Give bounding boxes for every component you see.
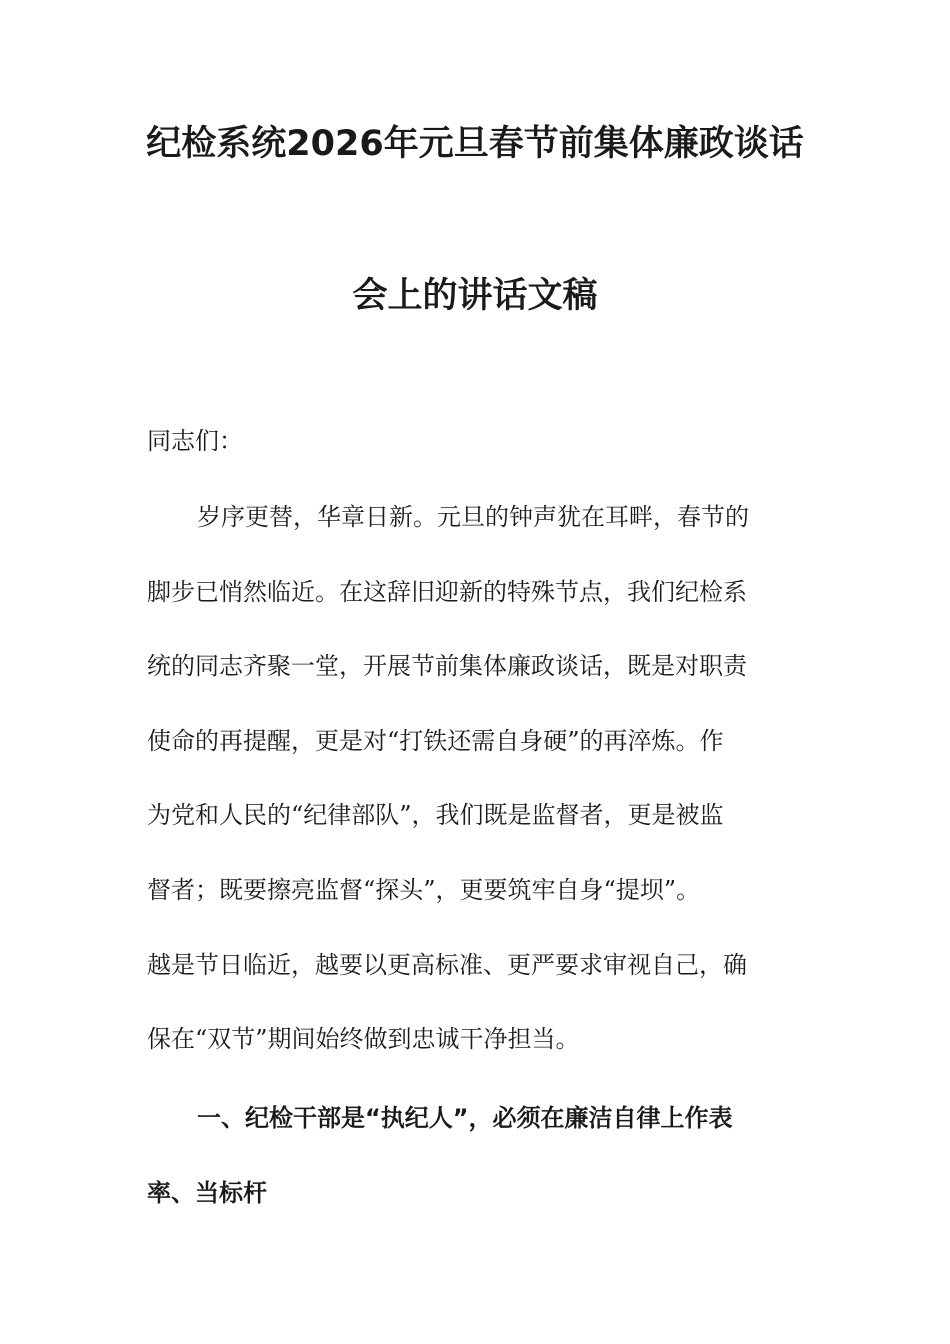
paragraph-1-line-6: 督者；既要擦亮监督“探头”，更要筑牢自身“提坝”。 <box>147 876 701 904</box>
paragraph-1-line-3: 统的同志齐聚一堂，开展节前集体廉政谈话，既是对职责 <box>147 652 747 680</box>
paragraph-1-line-8: 保在“双节”期间始终做到忠诚干净担当。 <box>147 1025 580 1053</box>
paragraph-1-line-2: 脚步已悄然临近。在这辞旧迎新的特殊节点，我们纪检系 <box>147 578 747 606</box>
paragraph-1-line-7: 越是节日临近，越要以更高标准、更严要求审视自己，确 <box>147 951 747 979</box>
salutation: 同志们： <box>147 427 243 455</box>
paragraph-1-line-4: 使命的再提醒，更是对“打铁还需自身硬”的再淬炼。作 <box>147 727 724 755</box>
section-heading-1-line-1: 一、纪检干部是“执纪人”，必须在廉洁自律上作表 <box>197 1104 733 1132</box>
document-title-line-2: 会上的讲话文稿 <box>352 276 598 316</box>
paragraph-1-line-1: 岁序更替，华章日新。元旦的钟声犹在耳畔，春节的 <box>197 503 749 531</box>
paragraph-1-line-5: 为党和人民的“纪律部队”，我们既是监督者，更是被监 <box>147 801 724 829</box>
document-title-line-1: 纪检系统2026年元旦春节前集体廉政谈话 <box>146 124 804 164</box>
section-heading-1-line-2: 率、当标杆 <box>147 1179 267 1207</box>
